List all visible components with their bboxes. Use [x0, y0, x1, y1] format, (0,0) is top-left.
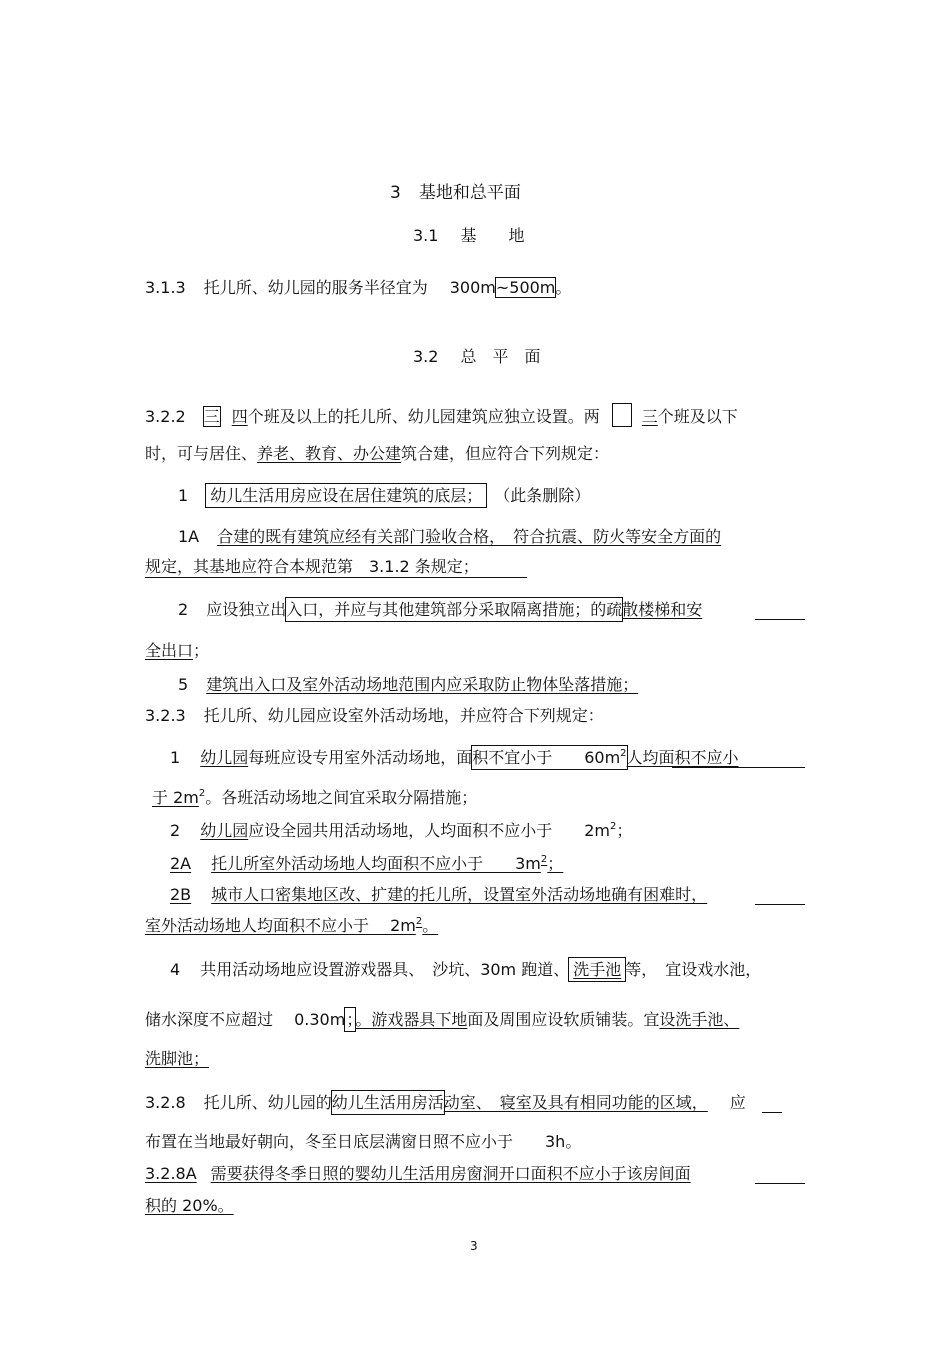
item-text: 应设独立出 [206, 600, 287, 619]
superscript: 2 [620, 748, 627, 759]
inserted-text: 积的 20%。 [145, 1196, 234, 1215]
item-number: 2B [170, 885, 192, 904]
item-text: 合建的既有建筑应经有关部门验收合格， 符合抗震、防火等安全方面的 [217, 527, 722, 546]
clause-3-2-8a-line2 [145, 1196, 234, 1216]
item-text: 每班应设专用室外活动场地，面 [248, 748, 473, 767]
page-number: 3 [470, 1239, 478, 1253]
boxed-text: 入口，并应与其他建筑部分采取隔离措施；的疏 [286, 600, 623, 619]
inserted-text: 全出口 [145, 641, 194, 660]
clause-3-2-3-item-2 [170, 821, 632, 841]
inserted-text: 养老、教育、办公建 [257, 444, 402, 463]
clause-3-2-8 [145, 1093, 746, 1113]
clause-3-2-2-line2 [145, 444, 609, 464]
section-title: 总 平 面 [460, 347, 541, 366]
inserted-text: 幼儿园 [200, 748, 249, 767]
clause-3-2-3-item-2b [170, 885, 707, 905]
inserted-text: 动室、 寝室及具有相同功能的区域， [443, 1093, 708, 1112]
underline-rule [755, 904, 805, 905]
chapter-number: 3 [390, 183, 401, 203]
boxed-text: 幼儿生活用房活 [331, 1093, 444, 1112]
clause-3-2-3-item-4-line3 [145, 1049, 209, 1069]
clause-number: 3.2.8 [145, 1093, 186, 1112]
clause-text: 托儿所、幼儿园的 [203, 1093, 332, 1112]
clause-3-2-3-item-2b-line2 [145, 916, 438, 936]
underline-rule [145, 577, 527, 578]
chapter-title: 基地和总平面 [418, 183, 521, 203]
clause-number: 3.2.8A [145, 1164, 197, 1183]
underline-rule [755, 1183, 805, 1184]
section-number: 3.1 [413, 226, 439, 245]
underline-rule [755, 619, 805, 620]
item-text-end: ； [193, 641, 210, 660]
clause-text: 个班及以上的托儿所、幼儿园建筑应独立设置。两 [247, 407, 600, 426]
clause-3-2-2 [145, 403, 738, 427]
radius-max-box: ~500m [495, 278, 556, 297]
superscript: 2 [198, 788, 206, 799]
inserted-text: 于 2m [152, 788, 199, 807]
clause-3-2-3-item-4-line2 [145, 1010, 739, 1030]
radius-min: 300m [449, 278, 496, 297]
item-number: 1 [170, 748, 181, 767]
inserted-text: 人均面积不应小 [626, 748, 739, 767]
deleted-item-box: 幼儿生活用房应设在居住建筑的底层； [206, 484, 486, 507]
clause-3-2-3-item-2a [170, 854, 563, 874]
item-text-end: ； [547, 854, 564, 873]
clause-3-1-3 [145, 278, 571, 298]
clause-3-2-3-item-1-line2 [152, 788, 477, 808]
item-number: 2A [170, 854, 192, 873]
inserted-text: 建筑出入口及 [206, 675, 303, 694]
clause-text: 托儿所、幼儿园应设室外活动场地，并应符合下列规定： [203, 706, 604, 725]
item-number: 1A [178, 527, 200, 546]
item-2-line2 [145, 641, 209, 661]
inserted-text: 需要获得冬季日照的婴幼儿生活用房窗洞开口面积不应小于该房间面 [210, 1164, 691, 1183]
inserted-char: 四 [231, 407, 248, 426]
deleted-char-box: 三 [203, 407, 220, 426]
item-5 [178, 675, 638, 695]
item-text: 等， 宜设戏水池， [625, 960, 762, 979]
clause-text: 布置在当地最好朝向，冬至日底层满窗日照不应小于 3h。 [145, 1132, 582, 1151]
superscript: 2 [540, 854, 548, 865]
inserted-text: 设洗手池、 [659, 1010, 740, 1029]
item-text: 共用活动场地应设置游戏器具、 沙坑、30m 跑道、 [200, 960, 570, 979]
item-number: 5 [178, 675, 189, 694]
deleted-note: （此条删除） [494, 486, 591, 505]
clause-3-2-3 [145, 706, 604, 726]
inserted-char: 三 [641, 407, 658, 426]
section-3-1-heading [413, 226, 524, 246]
item-number: 1 [178, 486, 189, 505]
item-text: 室外活动场地范围内应采取防止物体坠落措施； [302, 675, 639, 694]
item-text: 应设全园共用活动场地，人均面积不应小于 2m [248, 821, 610, 840]
item-text: 室外活动场地人均面积不应小于 2m [145, 916, 416, 935]
clause-end: 。 [555, 278, 572, 297]
clause-number: 3.2.3 [145, 706, 186, 725]
clause-3-2-8-line2 [145, 1132, 581, 1152]
item-2 [178, 600, 702, 620]
item-1 [178, 486, 590, 506]
item-text: 储水深度不应超过 0.30m [145, 1010, 346, 1029]
clause-3-2-3-item-1 [170, 748, 739, 768]
inserted-text: 幼儿园 [200, 821, 249, 840]
clause-text-cont: 个班及以下 [657, 407, 738, 426]
item-number: 2 [178, 600, 189, 619]
underline-rule [762, 1112, 782, 1113]
section-number: 3.2 [413, 347, 439, 366]
clause-number: 3.2.2 [145, 407, 186, 426]
underline-rule [672, 767, 805, 768]
item-text: 。各班活动场地之间宜采取分隔措施； [205, 788, 478, 807]
boxed-text: 洗手池 [569, 958, 625, 981]
empty-box [612, 403, 632, 427]
inserted-text: 。游戏器具下地 [355, 1010, 468, 1029]
clause-3-2-3-item-4 [170, 960, 761, 980]
chapter-heading [390, 183, 521, 203]
inserted-text: 散楼梯和安 [622, 600, 703, 619]
boxed-text: ； [346, 1010, 355, 1029]
item-text-end: 。 [422, 916, 439, 935]
clause-text-end: 筑合建，但应符合下列规定： [401, 444, 610, 463]
item-number: 2 [170, 821, 181, 840]
superscript: 2 [415, 916, 423, 927]
clause-text: 应 [729, 1093, 746, 1112]
item-number: 4 [170, 960, 181, 979]
clause-number: 3.1.3 [145, 278, 186, 297]
clause-text: 时，可与居住、 [145, 444, 258, 463]
item-text-end: ； [616, 821, 633, 840]
section-title: 基 地 [460, 226, 525, 245]
item-text: 托儿所室外活动场地人均面积不应小于 3m [211, 854, 541, 873]
boxed-text: 积不宜小于 60m [472, 748, 621, 767]
superscript: 2 [609, 821, 617, 832]
item-1a [178, 527, 721, 547]
inserted-text: 洗脚池； [145, 1049, 210, 1068]
clause-3-2-8a [145, 1164, 691, 1184]
item-1a-line2 [145, 557, 479, 577]
clause-text: 托儿所、幼儿园的服务半径宜为 [203, 278, 428, 297]
section-3-2-heading [413, 347, 540, 367]
item-text: 面及周围应设软质铺装。宜 [467, 1010, 660, 1029]
item-text: 城市人口密集地区改、扩建的托儿所，设置室外活动场地确有困难时， [211, 885, 708, 904]
item-text: 规定，其基地应符合本规范第 3.1.2 条规定； [145, 557, 479, 576]
